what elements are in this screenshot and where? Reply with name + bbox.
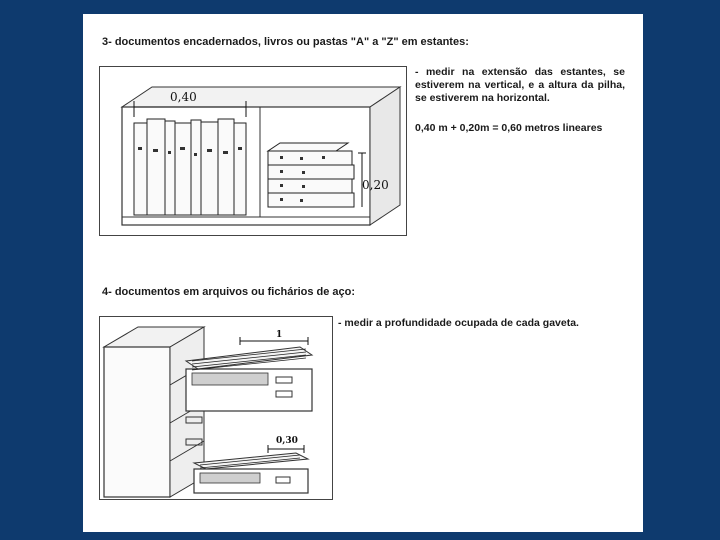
section-3-instruction: - medir na extensão das estantes, se estiverem na vertical, e a altura da pilha, se estiverem na horizontal. bbox=[415, 66, 625, 104]
dimension-depth-label: 1 bbox=[276, 330, 283, 340]
filing-cabinet-illustration bbox=[99, 316, 333, 500]
section-4-instruction: - medir a profundidade ocupada de cada gaveta. bbox=[338, 317, 579, 329]
filing-cabinet-drawing bbox=[100, 317, 332, 499]
dimension-height-label: 0,20 bbox=[362, 178, 389, 192]
document-page bbox=[83, 14, 643, 532]
dimension-small-depth-label: 0,30 bbox=[276, 436, 298, 446]
section-3-heading: 3- documentos encadernados, livros ou pastas "A" a "Z" em estantes: bbox=[102, 36, 469, 48]
dimension-width-label: 0,40 bbox=[170, 90, 197, 104]
section-3-example: 0,40 m + 0,20m = 0,60 metros lineares bbox=[415, 122, 603, 134]
bookshelf-illustration bbox=[99, 66, 407, 236]
bookshelf-drawing bbox=[100, 67, 406, 235]
section-4-heading: 4- documentos em arquivos ou fichários de aço: bbox=[102, 286, 356, 298]
